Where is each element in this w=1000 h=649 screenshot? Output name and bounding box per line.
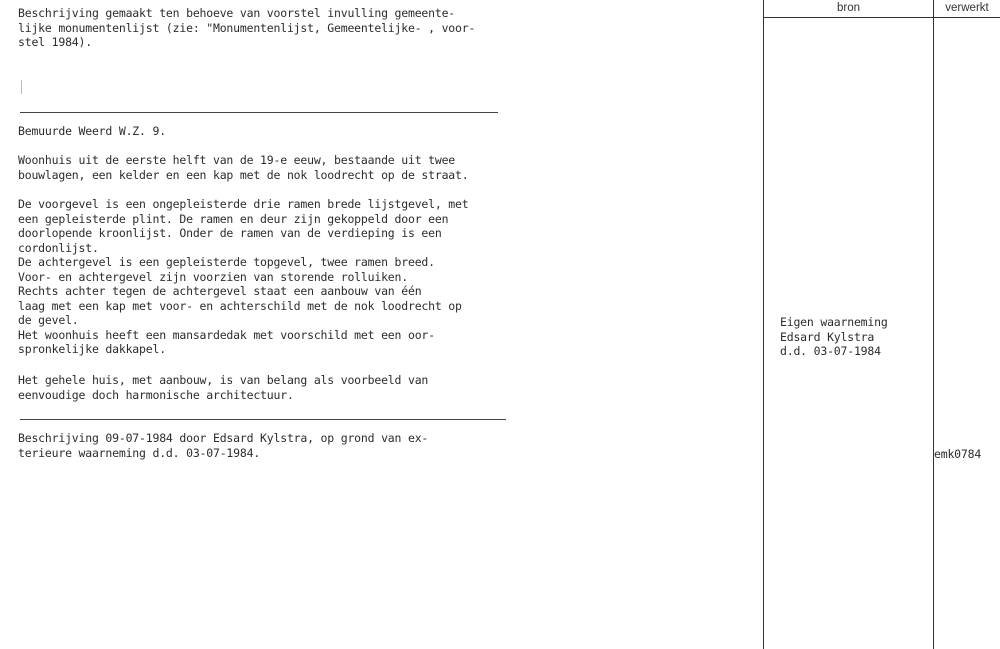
paragraph-2 bbox=[18, 197, 468, 357]
intro-line: stel 1984). bbox=[18, 35, 92, 49]
paragraph-line: bouwlagen, een kelder en een kap met de nok loodrecht op de straat. bbox=[18, 167, 469, 182]
paragraph-line: een gepleisterde plint. De ramen en deur zijn gekoppeld door een bbox=[18, 211, 449, 226]
intro-block bbox=[18, 6, 475, 50]
source-line: Eigen waarneming bbox=[780, 315, 888, 329]
source-block bbox=[780, 315, 888, 359]
paragraph-line: Voor- en achtergevel zijn voorzien van storende rolluiken. bbox=[18, 269, 408, 284]
processed-block bbox=[934, 447, 981, 462]
paragraph-line: Het gehele huis, met aanbouw, is van belang als voorbeeld van bbox=[18, 373, 429, 387]
address: Bemuurde Weerd W.Z. 9. bbox=[18, 124, 166, 138]
bron-header: bron bbox=[836, 2, 861, 14]
paragraph-line: Het woonhuis heeft een mansardedak met voorschild met een oor- bbox=[18, 327, 435, 342]
intro-line: lijke monumentenlijst (zie: "Monumentenlijst, Gemeentelijke- , voor- bbox=[18, 20, 476, 35]
bron-column-divider bbox=[763, 0, 764, 649]
footer-line: terieure waarneming d.d. 03-07-1984. bbox=[18, 445, 261, 460]
source-line: d.d. 03-07-1984 bbox=[780, 344, 881, 358]
divider-rule-top bbox=[20, 112, 498, 113]
footer-line: Beschrijving 09-07-1984 door Edsard Kylstra, op grond van ex- bbox=[18, 431, 429, 445]
verwerkt-header: verwerkt bbox=[945, 2, 989, 14]
paragraph-line: de gevel. bbox=[18, 313, 79, 327]
address-block bbox=[18, 124, 166, 139]
paragraph-1 bbox=[18, 153, 468, 182]
paragraph-line: De achtergevel is een gepleisterde topgevel, twee ramen breed. bbox=[18, 255, 435, 269]
divider-rule-bottom bbox=[20, 419, 506, 420]
paragraph-line: eenvoudige doch harmonische architectuur. bbox=[18, 387, 294, 402]
processed-code: emk0784 bbox=[934, 447, 982, 461]
paragraph-3 bbox=[18, 373, 428, 402]
paragraph-line: cordonlijst. bbox=[18, 240, 99, 255]
paragraph-line: De voorgevel is een ongepleisterde drie ramen brede lijstgevel, met bbox=[18, 197, 469, 211]
source-line: Edsard Kylstra bbox=[780, 329, 875, 344]
paragraph-line: spronkelijke dakkapel. bbox=[18, 342, 166, 356]
paragraph-line: Rechts achter tegen de achtergevel staat een aanbouw van één bbox=[18, 284, 422, 298]
verwerkt-column-divider bbox=[933, 0, 934, 649]
margin-mark bbox=[21, 80, 22, 94]
paragraph-line: doorlopende kroonlijst. Onder de ramen van de verdieping is een bbox=[18, 226, 442, 240]
intro-line: Beschrijving gemaakt ten behoeve van voorstel invulling gemeente- bbox=[18, 6, 456, 20]
header-rule bbox=[763, 17, 1000, 18]
footer-block bbox=[18, 431, 428, 460]
paragraph-line: laag met een kap met voor- en achterschild met de nok loodrecht op bbox=[18, 298, 462, 313]
paragraph-line: Woonhuis uit de eerste helft van de 19-e eeuw, bestaande uit twee bbox=[18, 153, 456, 167]
